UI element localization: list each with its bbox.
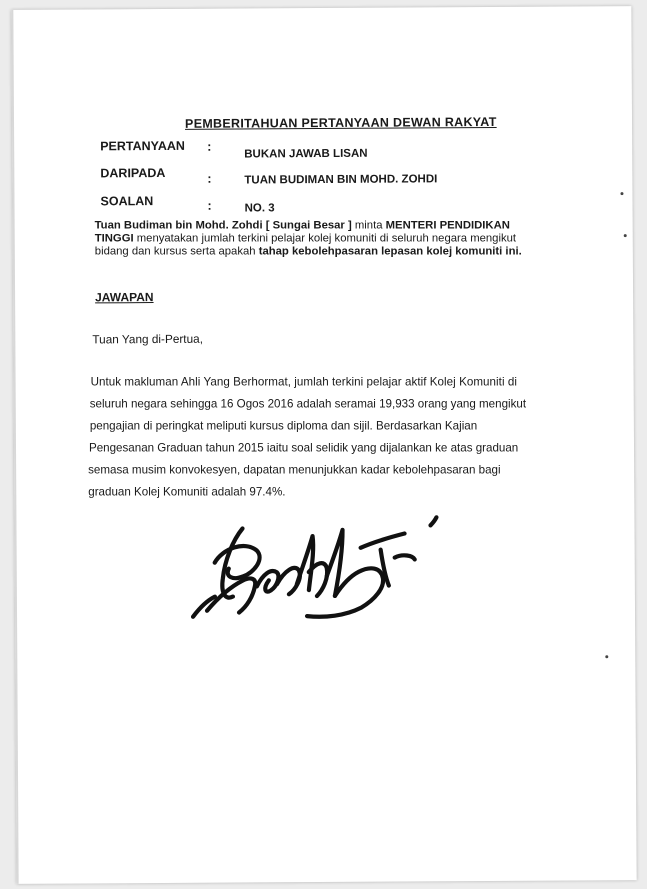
question-ministry: MENTERI PENDIDIKAN bbox=[385, 219, 510, 232]
scan-speck bbox=[620, 192, 623, 195]
field-label-daripada: DARIPADA bbox=[100, 165, 166, 181]
answer-line: semasa musim konvokesyen, dapatan menunjukkan kadar kebolehpasaran bagi bbox=[88, 463, 501, 477]
scan-speck bbox=[624, 234, 627, 237]
answer-line: graduan Kolej Komuniti adalah 97.4%. bbox=[88, 485, 286, 499]
field-label-soalan: SOALAN bbox=[100, 194, 154, 209]
answer-heading: JAWAPAN bbox=[95, 290, 154, 305]
field-value-soalan: NO. 3 bbox=[244, 202, 275, 215]
question-mp-name: Tuan Budiman bin Mohd. Zohdi [ Sungai Besar ] bbox=[94, 219, 352, 232]
document-sheet bbox=[11, 6, 636, 884]
question-text: menyatakan jumlah terkini pelajar kolej komuniti di seluruh negara mengikut bbox=[136, 232, 517, 245]
field-colon: : bbox=[207, 171, 212, 186]
question-text: bidang dan kursus serta apakah bbox=[94, 245, 256, 258]
question-line-1 bbox=[95, 220, 510, 231]
field-value-pertanyaan: BUKAN JAWAB LISAN bbox=[244, 147, 368, 161]
answer-line: seluruh negara sehingga 16 Ogos 2016 adalah seramai 19,933 orang yang mengikut bbox=[89, 397, 527, 411]
handwritten-signature bbox=[184, 499, 445, 631]
document-title: PEMBERITAHUAN PERTANYAAN DEWAN RAKYAT bbox=[184, 114, 497, 131]
greeting: Tuan Yang di-Pertua, bbox=[92, 331, 204, 347]
question-line-2 bbox=[95, 233, 516, 244]
field-label-pertanyaan: PERTANYAAN bbox=[100, 138, 185, 154]
field-value-daripada: TUAN BUDIMAN BIN MOHD. ZOHDI bbox=[244, 173, 438, 187]
answer-line: pengajian di peringkat meliputi kursus diploma dan sijil. Berdasarkan Kajian bbox=[89, 419, 478, 433]
field-colon: : bbox=[207, 139, 212, 154]
scan-speck bbox=[605, 655, 608, 658]
answer-line: Untuk makluman Ahli Yang Berhormat, jumlah terkini pelajar aktif Kolej Komuniti di bbox=[90, 375, 517, 389]
answer-line: Pengesanan Graduan tahun 2015 iaitu soal selidik yang dijalankan ke atas graduan bbox=[88, 441, 519, 455]
question-ministry-cont: TINGGI bbox=[94, 232, 134, 245]
question-emphasis: tahap kebolehpasaran lepasan kolej komuniti ini. bbox=[258, 245, 522, 258]
question-text: minta bbox=[354, 219, 383, 232]
field-colon: : bbox=[207, 198, 212, 213]
question-line-3 bbox=[95, 246, 522, 257]
